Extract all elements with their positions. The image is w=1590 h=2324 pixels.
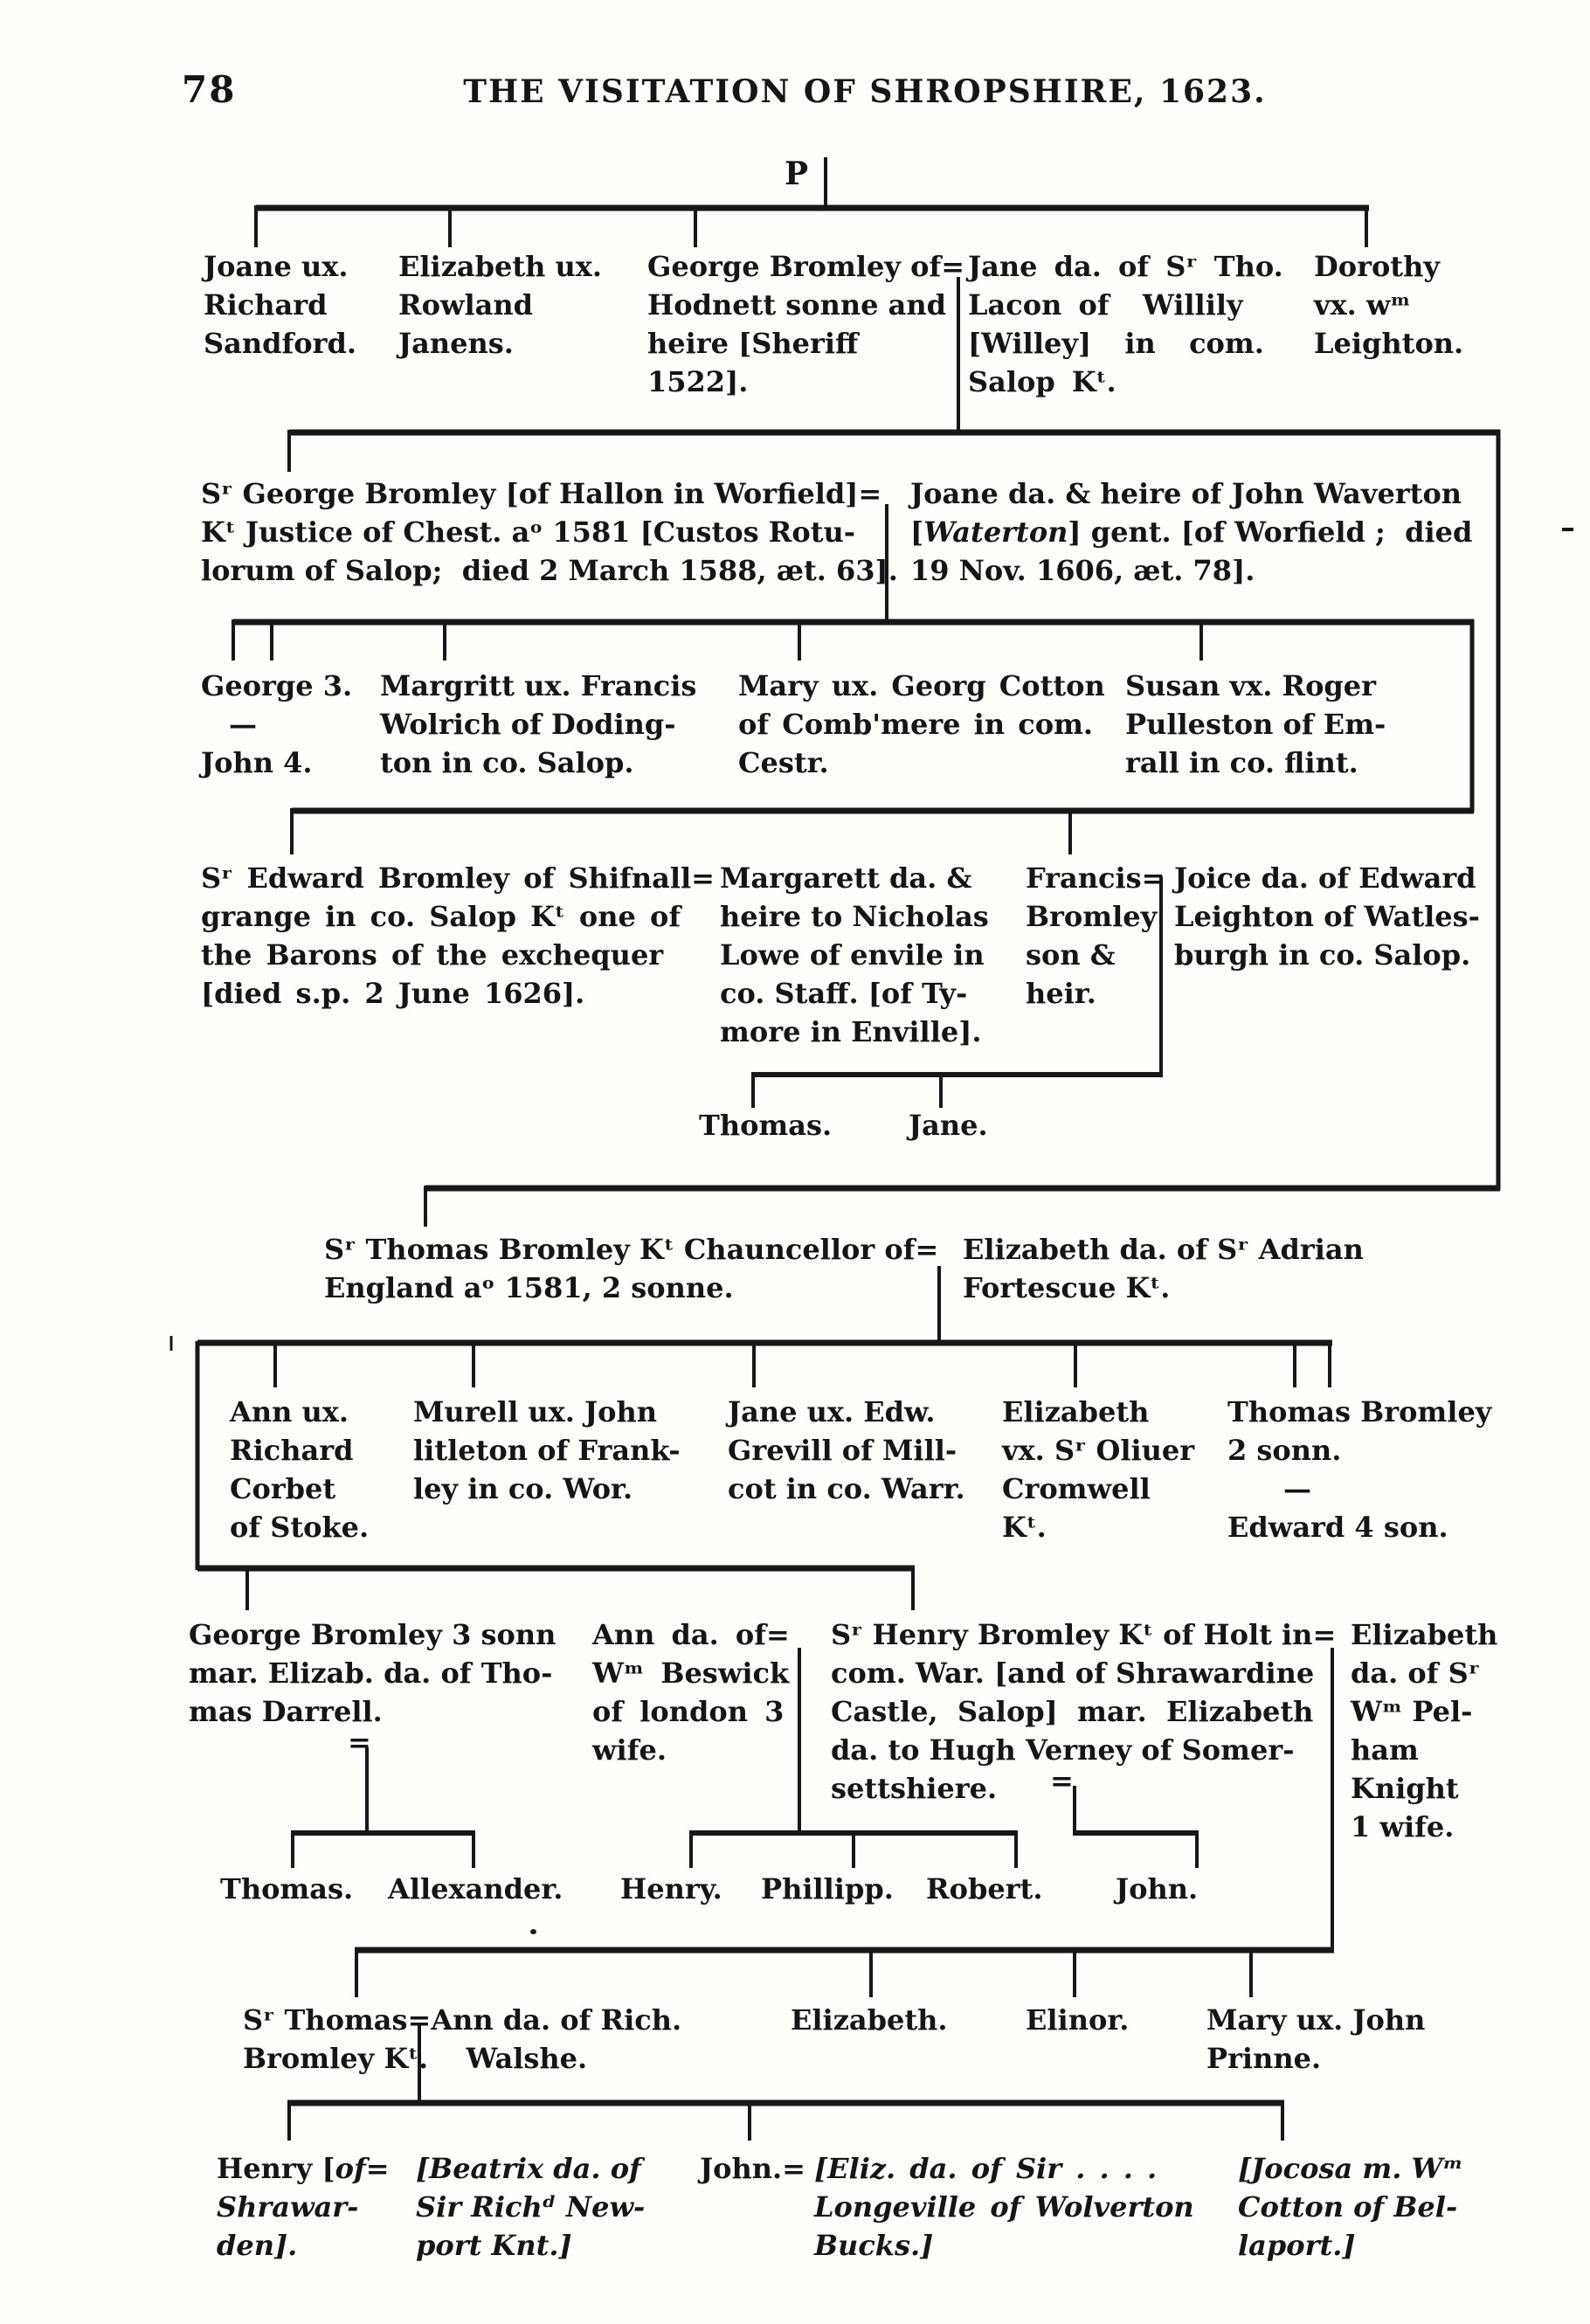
person-george-bromley-hodnett: George Bromley of= Hodnett sonne and heire [Sheriff 1522]. — [647, 250, 965, 398]
person-joane-sandford: Joane ux. Richard Sandford. — [204, 250, 356, 360]
person-thomas-darrell-son: Thomas. — [220, 1872, 354, 1906]
person-elizabeth-fortescue: Elizabeth da. of Sʳ Adrian Fortescue Kᵗ. — [963, 1233, 1364, 1304]
person-murell-litleton: Murell ux. John litleton of Frank- ley in co. Wor. — [413, 1395, 681, 1505]
person-george-3-john-4: George 3. — John 4. — [201, 669, 353, 779]
person-elizabeth-cromwell: Elizabeth vx. Sʳ Oliuer Cromwell Kᵗ. — [1002, 1395, 1195, 1544]
person-elinor: Elinor. — [1026, 2003, 1130, 2037]
page-title: THE VISITATION OF SHROPSHIRE, 1623. — [463, 73, 1267, 110]
person-thomas-bromley-chancellor: Sʳ Thomas Bromley Kᵗ Chauncellor of= England aᵒ 1581, 2 sonne. — [324, 1233, 939, 1304]
person-beatrix-newport: [Beatrix da. of Sir Richᵈ New- port Knt.] — [416, 2152, 646, 2262]
person-mary-cotton: Mary ux. Georg Cotton of Comb'mere in com. Cestr. — [738, 669, 1105, 779]
person-george-bromley-3-sonn: George Bromley 3 sonn mar. Elizab. da. of Tho- mas Darrell. — [189, 1618, 556, 1728]
person-elizabeth-dau: Elizabeth. — [791, 2003, 948, 2037]
person-jocosa-cotton: [Jocosa m. Wᵐ Cotton of Bel- laport.] — [1238, 2152, 1463, 2262]
person-allexander: Allexander. — [388, 1872, 563, 1906]
person-jane-lacon: Jane da. of Sʳ Tho. Lacon of Willily [Willey] in com. Salop Kᵗ. — [968, 250, 1283, 398]
ink-spot-artifact — [530, 1929, 536, 1934]
person-henry-shrawarden: Henry [of= Shrawar- den]. — [217, 2152, 390, 2262]
person-eliz-longeville: [Eliz. da. of Sir . . . . Longeville of Wolverton Bucks.] — [814, 2152, 1194, 2262]
page-number: 78 — [182, 68, 237, 111]
person-robert: Robert. — [926, 1872, 1043, 1906]
person-jane-dau-of-francis: Jane. — [909, 1109, 988, 1142]
person-george-bromley-hallon: Sʳ George Bromley [of Hallon in Worfield]= Kᵗ Justice of Chest. aᵒ 1581 [Custos Rotu- lorum of Salop; died 2 March 1588, æt. 63]. — [201, 477, 898, 587]
person-susan-pulleston: Susan vx. Roger Pulleston of Em- rall in co. flint. — [1125, 669, 1386, 779]
person-george-darrell-union-mark: = — [348, 1726, 371, 1759]
person-joane-waverton: Joane da. & heire of John Waverton [Waterton] gent. [of Worfield ; died 19 Nov. 1606, æt. 78]. — [910, 477, 1473, 587]
person-margritt-wolrich: Margritt ux. Francis Wolrich of Doding- ton in co. Salop. — [380, 669, 697, 779]
person-jane-grevill: Jane ux. Edw. Grevill of Mill- cot in co. Warr. — [728, 1395, 965, 1505]
person-margarett-lowe: Margarett da. & heire to Nicholas Lowe of envile in co. Staff. [of Ty- more in Enville]. — [720, 861, 989, 1048]
progenitor-mark: P — [785, 156, 809, 192]
person-elizabeth-pelham: Elizabeth da. of Sʳ Wᵐ Pel- ham Knight 1 wife. — [1351, 1618, 1498, 1843]
person-thomas-son-of-francis: Thomas. — [699, 1109, 833, 1142]
person-john-bottom: John.= — [700, 2152, 805, 2185]
person-henry-verney-union-mark: = — [1050, 1764, 1074, 1797]
person-thomas-bromley-2-sonn: Thomas Bromley 2 sonn. — Edward 4 son. — [1227, 1395, 1492, 1544]
person-john-grandson: John. — [1116, 1872, 1199, 1906]
person-edward-bromley-shifnall: Sʳ Edward Bromley of Shifnall= grange in co. Salop Kᵗ one of the Barons of the exchequer [died s.p. 2 June 1626]. — [201, 861, 715, 1010]
person-joice-leighton: Joice da. of Edward Leighton of Watles- burgh in co. Salop. — [1174, 861, 1480, 972]
person-ann-corbet: Ann ux. Richard Corbet of Stoke. — [230, 1395, 370, 1544]
person-francis-bromley: Francis= Bromley son & heir. — [1026, 861, 1165, 1010]
person-phillipp: Phillipp. — [761, 1872, 894, 1906]
person-henry-bromley-holt: Sʳ Henry Bromley Kᵗ of Holt in= com. War. [and of Shrawardine Castle, Salop] mar. Elizabeth da. to Hugh Verney of Somer- settshiere. — [831, 1618, 1337, 1805]
person-dorothy-leighton: Dorothy vx. wᵐ Leighton. — [1314, 250, 1464, 360]
person-ann-beswick: Ann da. of= Wᵐ Beswick of london 3 wife. — [592, 1618, 790, 1767]
person-elizabeth-janens: Elizabeth ux. Rowland Janens. — [398, 250, 603, 360]
person-thomas-walshe: Sʳ Thomas=Ann da. of Rich. Bromley Kᵗ. Walshe. — [243, 2003, 682, 2075]
person-mary-prinne: Mary ux. John Prinne. — [1206, 2003, 1426, 2075]
person-henry-grandson: Henry. — [620, 1872, 722, 1906]
